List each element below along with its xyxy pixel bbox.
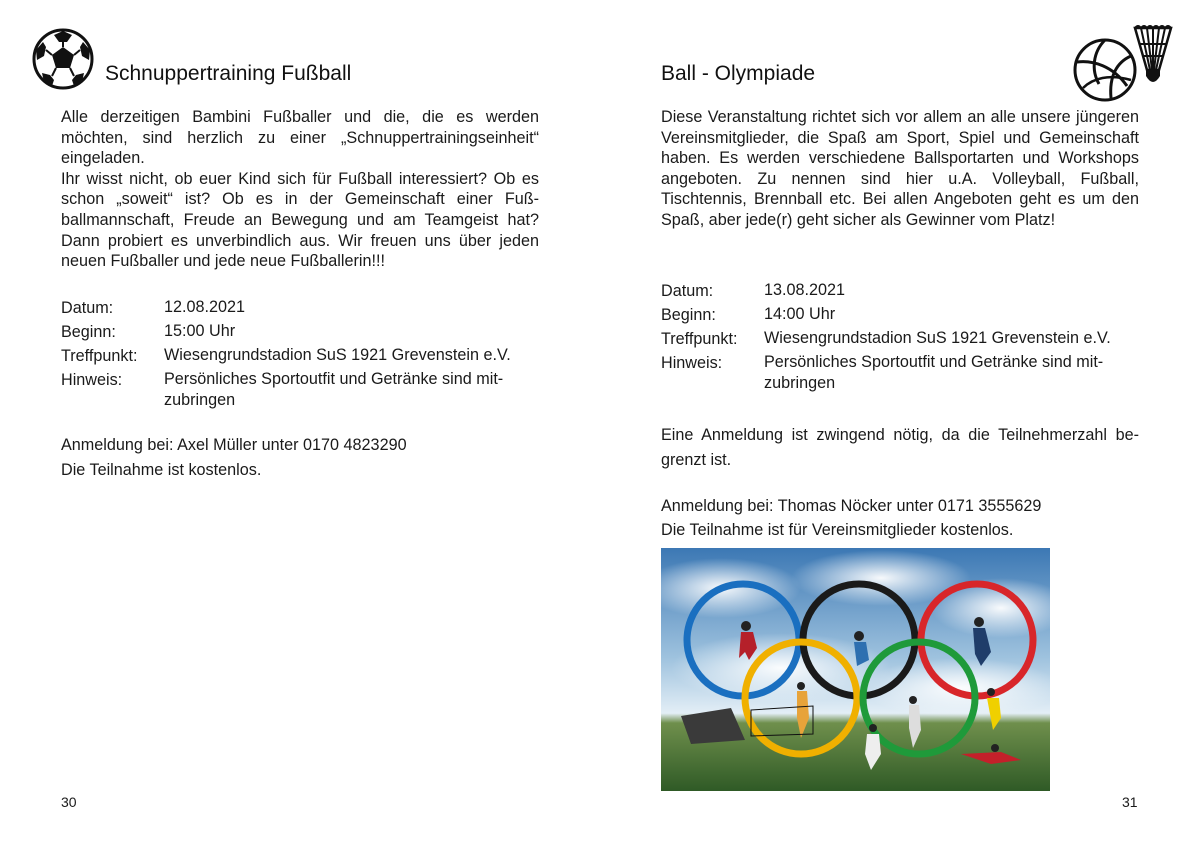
registration-text: Anmeldung bei: Axel Müller unter 0170 4823290 <box>61 436 407 454</box>
detail-value: 14:00 Uhr <box>764 305 836 323</box>
soccer-ball-icon <box>32 28 94 90</box>
detail-row-location <box>61 344 541 368</box>
detail-label: Treffpunkt: <box>61 347 138 365</box>
intro-paragraph: Ihr wisst nicht, ob euer Kind sich für Fußball interessiert? Ob es schon „soweit“ ist? Ob es in der Gemeinschaft einer Fußballmannschaft, Freude an Bewegung und am Teamgeist hat? Dann probiert es unverbindlich aus. Wir freuen uns über jeden neuen Fußballer und jede neue Fußballerin!!! <box>61 169 539 271</box>
event-details <box>661 279 1141 393</box>
detail-value: 13.08.2021 <box>764 281 846 299</box>
detail-value: 12.08.2021 <box>164 298 246 316</box>
detail-label: Hinweis: <box>61 371 123 389</box>
detail-value: Persönliches Sportoutfit und Getränke sind mit- zubringen <box>164 370 504 409</box>
detail-label: Treffpunkt: <box>661 330 738 348</box>
olympic-rings-sports-image <box>661 548 1050 791</box>
detail-label: Beginn: <box>61 323 116 341</box>
detail-label: Beginn: <box>661 306 716 324</box>
detail-value: Wiesengrundstadion SuS 1921 Grevenstein e.V. <box>164 346 511 364</box>
fee-text: Die Teilnahme ist für Vereinsmitglieder kostenlos. <box>661 521 1014 539</box>
detail-value: 15:00 Uhr <box>164 322 236 340</box>
detail-row-note <box>61 368 541 410</box>
page-number: 30 <box>61 794 77 810</box>
page-title: Ball - Olympiade <box>661 62 816 85</box>
registration-text: Anmeldung bei: Thomas Nöcker unter 0171 3555629 <box>661 497 1042 515</box>
detail-row-date <box>661 279 1141 303</box>
page-number: 31 <box>1122 794 1138 810</box>
detail-value: Persönliches Sportoutfit und Getränke sind mit- zubringen <box>764 353 1104 392</box>
detail-row-note <box>661 351 1141 393</box>
fee-text: Die Teilnahme ist kostenlos. <box>61 461 262 479</box>
registration-required-note: Eine Anmeldung ist zwingend nötig, da die Teilnehmerzahl begrenzt ist. <box>661 426 1139 469</box>
detail-row-location <box>661 327 1141 351</box>
detail-row-start <box>661 303 1141 327</box>
page-title: Schnuppertraining Fußball <box>105 62 352 85</box>
detail-row-date <box>61 296 541 320</box>
detail-label: Datum: <box>661 282 714 300</box>
intro-paragraph: Alle derzeitigen Bambini Fußballer und die, die es werden möchten, sind herzlich zu einer „Schnuppertrainingseinheit“ eingeladen. <box>61 108 539 168</box>
volleyball-shuttlecock-icon <box>1069 22 1177 104</box>
intro-text <box>61 107 539 272</box>
intro-text: Diese Veranstaltung richtet sich vor allem an alle unsere jüngeren Vereinsmitglieder, die Spaß am Sport, Spiel und Gemeinschaft haben. Es werden verschiedene Ballsportarten und Workshops angeboten. Zu nennen sind hier u.A. Volleyball, Fußball, Tischtennis, Brennball etc. Bei allen Angeboten geht es um den Spaß, aber jede(r) geht sicher als Gewinner vom Platz! <box>661 108 1139 229</box>
detail-row-start <box>61 320 541 344</box>
detail-label: Datum: <box>61 299 114 317</box>
event-details <box>61 296 541 410</box>
detail-label: Hinweis: <box>661 354 723 372</box>
detail-value: Wiesengrundstadion SuS 1921 Grevenstein e.V. <box>764 329 1111 347</box>
